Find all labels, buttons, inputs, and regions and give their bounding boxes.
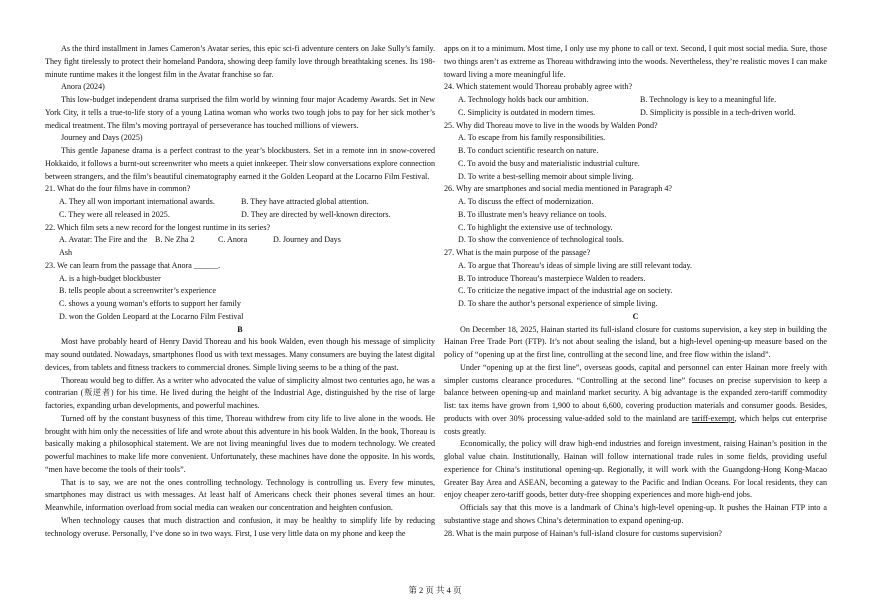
q22-options [45, 234, 435, 260]
q24-option-a: A. Technology holds back our ambition. [458, 95, 589, 104]
passage-b-paragraph-2: Thoreau would beg to differ. As a writer who advocated the value of simplicity almost two centuries ago, he was a contrarian (叛逆者) for his time. He lived during the height of the Industrial Age, distinguished by the rise of large factories, expanding urban developments, and powerful machines. [45, 375, 435, 410]
q24-option-b: B. Technology is key to a meaningful life. [640, 95, 777, 104]
question-21: 21. What do the four films have in common? [45, 184, 191, 194]
q24-options-row1 [444, 94, 827, 107]
q21-option-c: C. They were all released in 2025. [59, 209, 170, 219]
question-24: 24. Which statement would Thoreau probably agree with? [444, 82, 633, 92]
passage-b-paragraph-1: Most have probably heard of Henry David Thoreau and his book Walden, even though his message of simplicity may sound outdated. Nowadays, smartphones flood us with text messages. Many consumers are buying the latest digital devices, from tablets and fitness trackers to commercial drones. Simple living seems to be a thing of the past. [45, 337, 435, 372]
q22-option-c: C. Anora [218, 235, 248, 245]
passage-b-continuation: apps on it to a minimum. Most time, I only use my phone to call or text. Second, I quit most social media. Sure, those two things aren’t as extreme as Thoreau withdrawing into the woods. Nevertheless, they’re realistic moves I can make toward living a more meaningful life. [444, 44, 827, 79]
q26-option-a: A. To discuss the effect of modernization. [458, 197, 594, 206]
q27-option-c: C. To criticize the negative impact of the industrial age on society. [458, 286, 673, 296]
right-column [444, 43, 827, 540]
passage-c-paragraph-2-end: , which helps cut enterprise costs greatly. [444, 413, 828, 436]
q21-options-row1 [45, 196, 435, 209]
q25-option-b: B. To conduct scientific research on nature. [458, 146, 599, 155]
passage-c-paragraph-2-text: Under “opening up at the first line”, overseas goods, capital and personnel can enter Hainan more freely with simpler customs clearance procedures. “Controlling at the second line” focuses on precise supervision to keep a balance between opening-up and mainland market security. A big advantage is the expanded zero-tariff commodity list: tax items have grown from 1,900 to about 6,600, covering production materials and consumer goods. Besides, products with over 30% processing value-added sold to the mainland are [444, 362, 827, 423]
q21-option-d: D. They are directed by well-known directors. [241, 209, 391, 219]
q21-option-a: A. They all won important international awards. [59, 197, 215, 206]
passage-c-paragraph-4: Officials say that this move is a landmark of China’s high-level opening-up. It pushes the Hainan FTP into a substantive stage and shows China’s determination to expand opening-up. [444, 503, 827, 525]
q27-option-d: D. To share the author’s personal experience of simple living. [458, 299, 658, 308]
section-b-heading: B [237, 324, 243, 334]
question-23: 23. We can learn from the passage that Anora ______. [45, 260, 221, 270]
q25-option-d: D. To write a best-selling memoir about simple living. [458, 171, 634, 181]
left-column [45, 43, 435, 540]
q24-option-c: C. Simplicity is outdated in modern times. [458, 107, 596, 117]
q21-option-b: B. They have attracted global attention. [241, 197, 369, 206]
anora-heading: Anora (2024) [61, 82, 105, 92]
passage-c-paragraph-3: Economically, the policy will draw high-end industries and foreign investment, raising Hainan’s position in the global value chain. Institutionally, Hainan will follow international trade rules in some fields, providing useful experience for China’s institutional opening-up. Regionally, it will work with the Guangdong-Hong Kong-Macao Greater Bay Area and ASEAN, becoming a gateway to the Pacific and Indian Oceans. For local residents, they can enjoy cheaper zero-tariff goods, better duty-free shopping experiences and more high-end jobs. [444, 439, 827, 500]
tariff-exempt-term: tariff-exempt [691, 413, 735, 423]
page-footer: 第 2 页 共 4 页 [408, 585, 462, 595]
passage-b-paragraph-5: When technology causes that much distraction and confusion, it may be healthy to simplify life by reducing technology overuse. Personally, I’ve done so in two ways. First, I use very little data on my phone and keep the [45, 515, 435, 538]
question-28: 28. What is the main purpose of Hainan’s full-island closure for customs supervision? [444, 528, 722, 538]
q23-option-a: A. is a high-budget blockbuster [59, 273, 161, 283]
q26-option-d: D. To show the convenience of technological tools. [458, 235, 624, 245]
q24-option-d: D. Simplicity is possible in a tech-driven world. [640, 107, 796, 117]
q27-option-a: A. To argue that Thoreau’s ideas of simple living are still relevant today. [458, 260, 693, 270]
q22-option-d: D. Journey and Days [273, 235, 341, 245]
passage-b-paragraph-4: That is to say, we are not the ones controlling technology. Technology is controlling us. Every few minutes, smartphones may distract us with messages. At least half of Americans check their phones several times an hour. Meanwhile, information overload from social media can weaken our concentration and heighten confusion. [45, 477, 435, 512]
q26-option-c: C. To highlight the extensive use of technology. [458, 222, 613, 232]
q27-option-b: B. To introduce Thoreau’s masterpiece Walden to readers. [458, 273, 646, 283]
q21-options-row2 [45, 209, 435, 222]
question-26: 26. Why are smartphones and social media mentioned in Paragraph 4? [444, 184, 672, 194]
passage-c-paragraph-1: On December 18, 2025, Hainan started its full-island closure for customs supervision, a key step in building the Hainan Free Trade Port (FTP). It’s not about sealing the island, but a high-level opening-up measure based on the policy of “opening up at the first line, controlling at the second line, and free flow within the island”. [444, 324, 827, 359]
q23-option-c: C. shows a young woman’s efforts to support her family [59, 299, 241, 308]
q22-option-a: A. Avatar: The Fire and the Ash [59, 235, 148, 257]
q26-option-b: B. To illustrate men’s heavy reliance on tools. [458, 209, 607, 219]
question-22: 22. Which film sets a new record for the longest runtime in its series? [45, 222, 271, 232]
avatar-paragraph: As the third installment in James Cameron’s Avatar series, this epic sci-fi adventure centers on Jake Sully’s family. They fight tirelessly to protect their homeland Pandora, showing deep family love through breathtaking scenes. Its 198-minute runtime makes it the longest film in the Avatar franchise so far. [45, 44, 435, 79]
q23-option-d: D. won the Golden Leopard at the Locarno Film Festival [59, 311, 244, 321]
journey-heading: Journey and Days (2025) [61, 133, 143, 143]
q23-option-b: B. tells people about a screenwriter’s experience [59, 286, 216, 296]
q22-option-b: B. Ne Zha 2 [155, 235, 195, 245]
passage-c-paragraph-2 [444, 362, 827, 439]
journey-paragraph: This gentle Japanese drama is a perfect contrast to the year’s blockbusters. Set in a remote inn in snow-covered Hokkaido, it follows a burnt-out screenwriter who meets a quiet innkeeper. Their slow conversations explore connection between strangers, and the film’s beautiful cinematography earned it the Golden Leopard at the Locarno Film Festival. [45, 146, 435, 181]
q24-options-row2 [444, 107, 827, 120]
question-27: 27. What is the main purpose of the passage? [444, 248, 591, 257]
anora-paragraph: This low-budget independent drama surprised the film world by winning four major Academy Awards. Set in New York City, it tells a true-to-life story of a young Latina woman who works two tough jobs to pay for her sick mother’s medical treatment. The film’s moving portrayal of perseverance has touched millions of viewers. [45, 95, 435, 130]
q25-option-a: A. To escape from his family responsibilities. [458, 133, 606, 143]
q25-option-c: C. To avoid the busy and materialistic industrial culture. [458, 158, 640, 168]
passage-b-paragraph-3: Turned off by the constant busyness of this time, Thoreau withdrew from city life to live alone in the woods. He brought with him only the necessities of life and wrote about this adventure in his book Walden. In the book, Thoreau is basically making a philosophical statement. We are not living meaningful lives due to modern technology. We created powerful machines to make life more convenient. Unfortunately, these machines have done the opposite. In his words, “men have become the tools of their tools”. [45, 413, 435, 474]
section-c-heading: C [632, 311, 639, 321]
question-25: 25. Why did Thoreau move to live in the woods by Walden Pond? [444, 120, 658, 130]
